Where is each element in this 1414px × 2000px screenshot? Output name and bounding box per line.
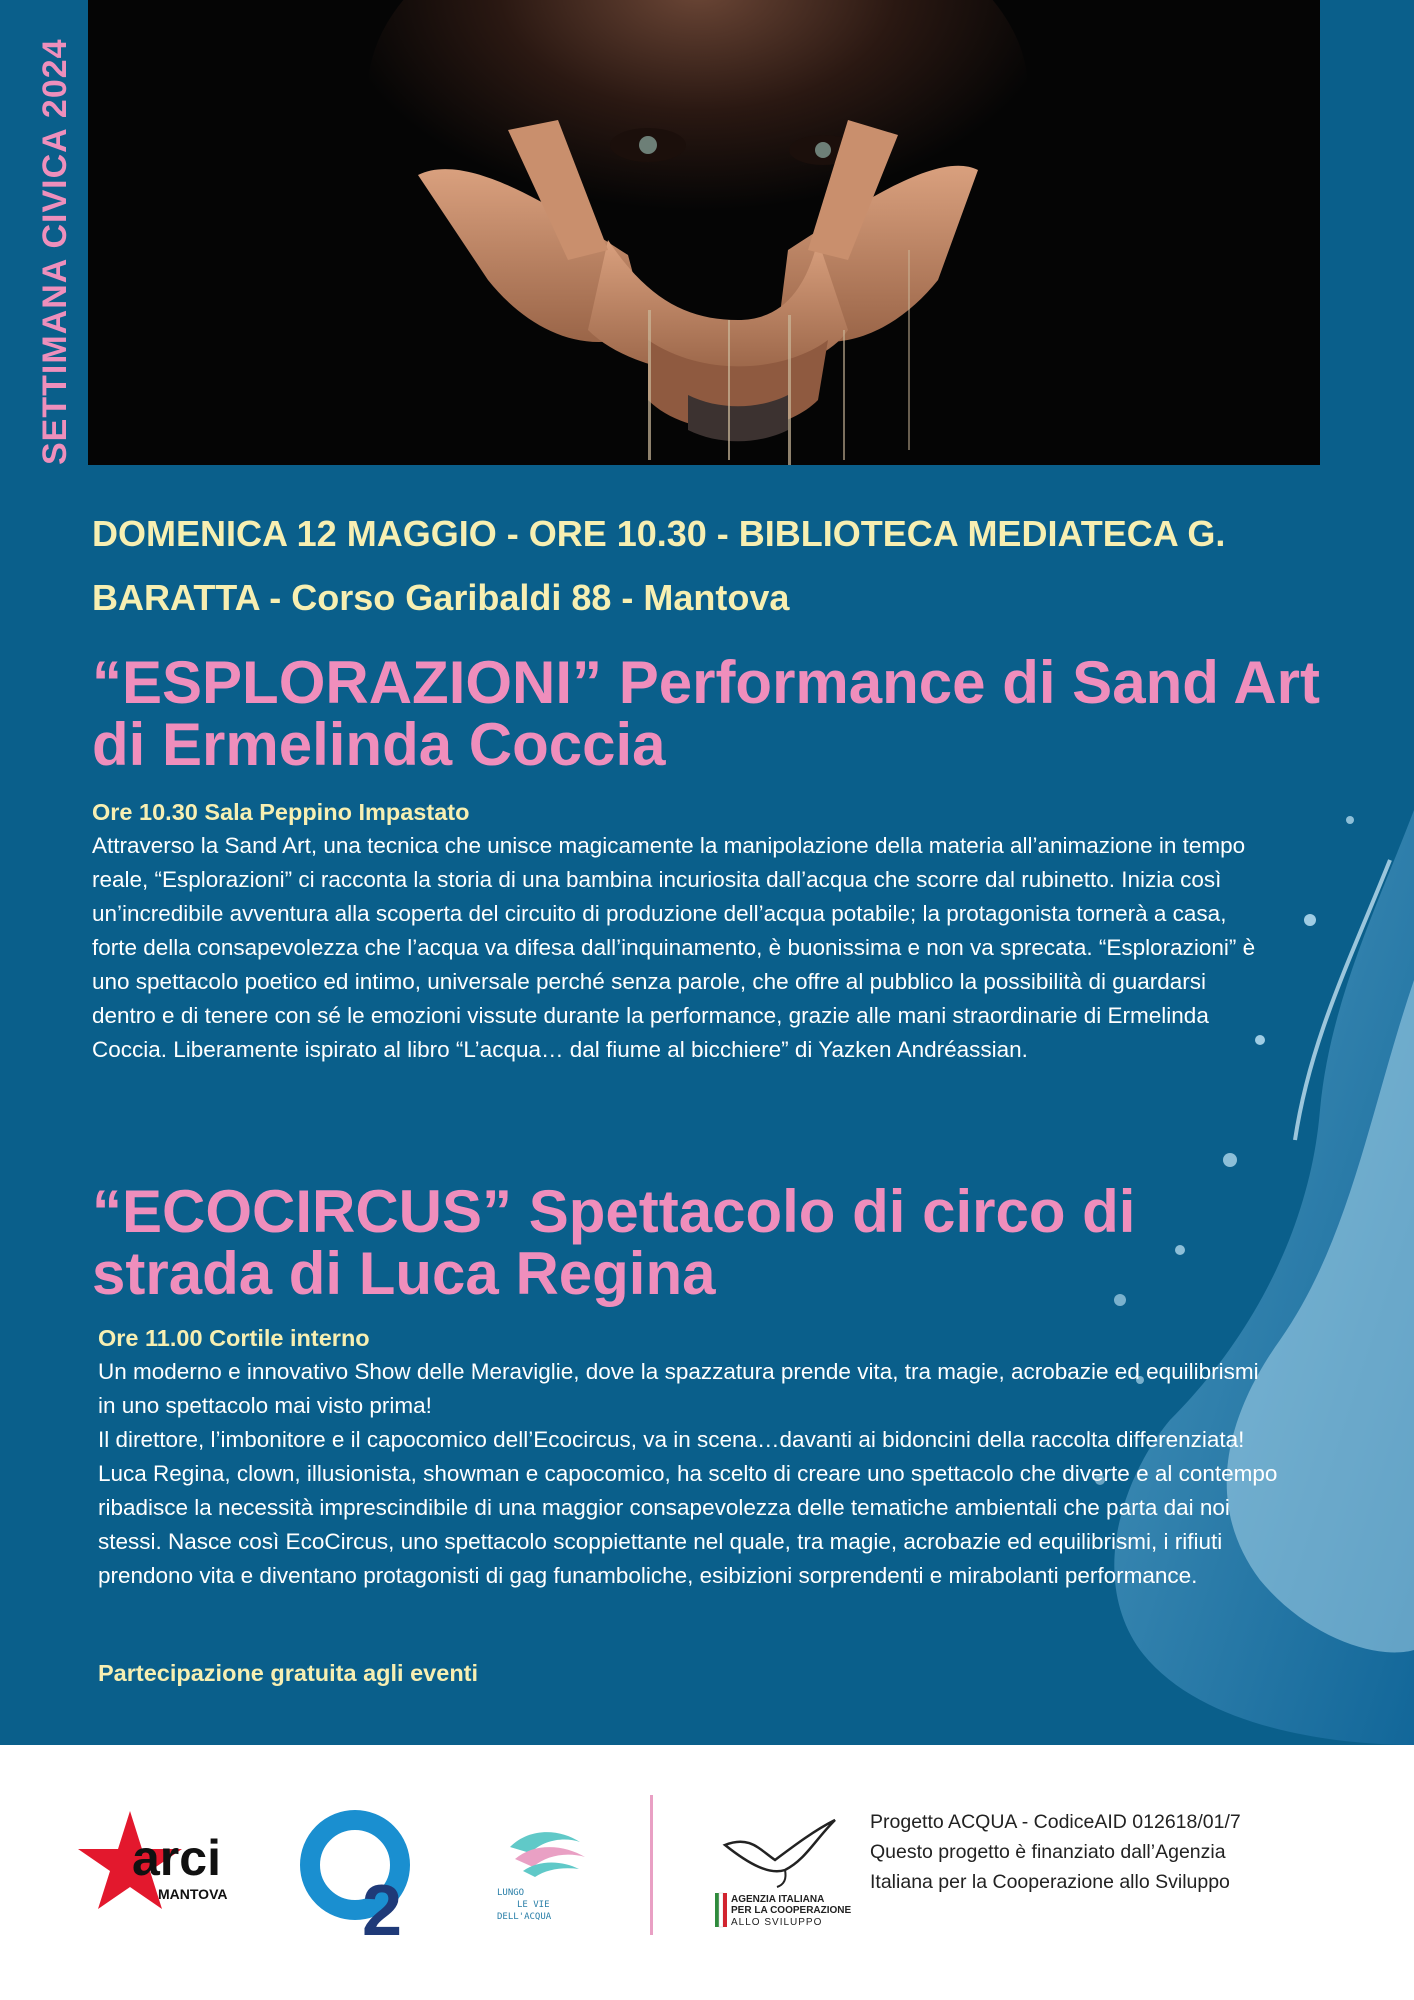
arci-wordmark: arci [132,1830,221,1886]
event-section-esplorazioni [92,795,1332,1067]
event-title-ecocircus: “ECOCIRCUS” Spettacolo di circo di strada di Luca Regina [92,1178,1136,1307]
project-line-2: Questo progetto è finanziato dall’Agenzia [870,1841,1226,1863]
aics-line-1: AGENZIA ITALIANA [731,1894,825,1905]
project-funding-note [870,1807,1370,1897]
aics-agency-logo [705,1805,865,1935]
event-description-ecocircus: Il direttore, l’imbonitore e il capocomico dell’Ecocircus, va in scena…davanti ai bidoncini della raccolta differenziata! Luca Regina, clown, illusionista, showman e capocomico, ha scelto di creare uno spettacolo che diverte e al contempo ribadisce la necessità imprescindibile di una maggior consapevolezza delle tematiche ambientali che parta dai noi stessi. Nasce così EcoCircus, uno spettacolo scoppiettante nel quale, tra magie, acrobazie ed equilibrismi, i rifiuti prendono vita e diventano protagonisti di gag funamboliche, esibizioni sorprendenti e mirabolanti performance. [98,1427,1278,1588]
o2-number: 2 [362,1871,403,1940]
project-line-3: Italiana per la Cooperazione allo Sviluppo [870,1871,1230,1893]
event-date-location: DOMENICA 12 MAGGIO - ORE 10.30 - BIBLIOTECA MEDIATECA G. BARATTA - Corso Garibaldi 88 - Mantova [92,513,1226,618]
arci-mantova-logo [70,1805,240,1930]
event-description-esplorazioni: Attraverso la Sand Art, una tecnica che unisce magicamente la manipolazione della materia all’animazione in tempo reale, “Esplorazioni” ci racconta la storia di una bambina incuriosita dall’acqua che scorre dal rubinetto. Inizia così un’incredibile avventura alla scoperta del circuito di produzione dell’acqua potabile; la protagonista tornerà a casa, forte della consapevolezza che l’acqua va difesa dall’inquinamento, è buonissima e non va sprecata. “Esplorazioni” è uno spettacolo poetico ed intimo, universale perché senza parole, che offre al pubblico la possibilità di guardarsi dentro e di tenere con sé le emozioni vissute durante la performance, grazie alle mani straordinarie di Ermelinda Coccia. Liberamente ispirato al libro “L’acqua… dal fiume al bicchiere” di Yazken Andréassian. [92,833,1256,1062]
event-time-ecocircus: Ore 11.00 Cortile interno [98,1325,370,1351]
event-description-ecocircus-intro: Un moderno e innovativo Show delle Meraviglie, dove la spazzatura prende vita, tra magie, acrobazie ed equilibrismi in uno spettacolo mai visto prima! [98,1359,1259,1418]
lungo-line-1: LUNGO [497,1888,525,1898]
lungo-le-vie-dellacqua-logo [485,1817,605,1927]
arci-city: MANTOVA [158,1886,228,1902]
o2-logo [300,1805,420,1940]
aics-line-2: PER LA COOPERAZIONE [731,1905,852,1916]
footer-divider [650,1795,653,1935]
event-time-esplorazioni: Ore 10.30 Sala Peppino Impastato [92,799,470,825]
project-line-1: Progetto ACQUA - CodiceAID 012618/01/7 [870,1811,1241,1833]
lungo-line-2: LE VIE [517,1900,550,1910]
sponsor-footer [0,1745,1414,2000]
event-section-ecocircus [98,1321,1338,1593]
lungo-line-3: DELL'ACQUA [497,1912,552,1922]
aics-line-3: ALLO SVILUPPO [731,1917,823,1928]
hero-photo-hands-with-sand [88,0,1320,465]
event-title-esplorazioni: “ESPLORAZIONI” Performance di Sand Art di Ermelinda Coccia [92,649,1320,778]
side-label-settimana-civica: SETTIMANA CIVICA 2024 [36,38,74,465]
free-participation-note: Partecipazione gratuita agli eventi [98,1660,479,1686]
